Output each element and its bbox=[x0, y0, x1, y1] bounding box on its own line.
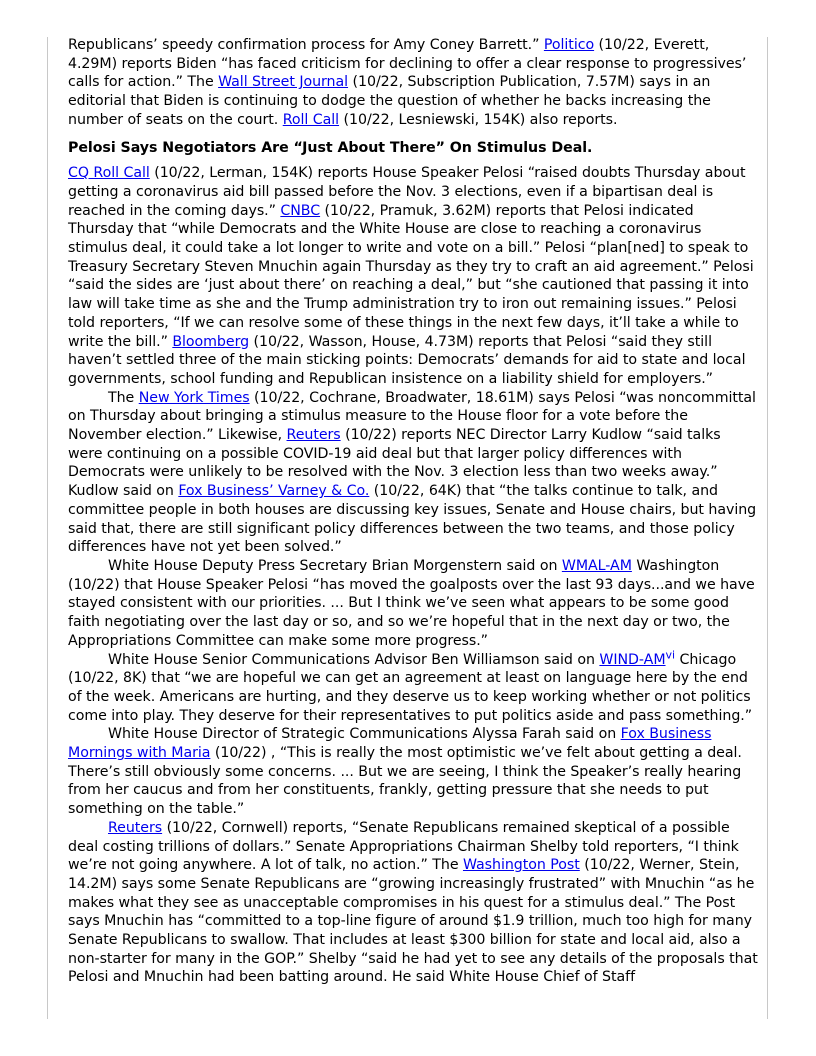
cq-roll-call-link[interactable]: CQ Roll Call bbox=[68, 165, 150, 182]
new-york-times-link[interactable]: New York Times bbox=[138, 389, 250, 406]
paragraph-williamson bbox=[68, 647, 758, 726]
wall-street-journal-link[interactable]: Wall Street Journal bbox=[218, 74, 349, 91]
roll-call-link[interactable]: Roll Call bbox=[282, 111, 340, 128]
text: (10/22, Lerman, 154K) reports House Speaker Pelosi “raised doubts Thursday about getting a coronavirus aid bill passed before the Nov. 3 elections, even if a bipartisan deal is reached in the coming days.” bbox=[68, 165, 746, 219]
text: White House Director of Strategic Communications Alyssa Farah said on bbox=[108, 726, 621, 743]
text: (10/22) reports NEC Director Larry Kudlow “said talks were continuing on a possible COVID-19 aid deal but that larger policy differences with Democrats were unlikely to be resolved with the Nov. 3 election less than two weeks away.” Kudlow said on bbox=[68, 427, 721, 500]
text: (10/22) , “This is really the most optimistic we’ve felt about getting a deal. There’s still obviously some concerns. ... But we are seeing, I think the Speaker’s really hearing from her caucus and from her constituents, frankly, getting pressure that she needs to put something on the table.” bbox=[68, 745, 742, 818]
text: Chicago (10/22, 8K) that “we are hopeful we can get an agreement at least on language here by the end of the week. Americans are hurting, and they deserve us to keep working whether or not politics come into play. They deserve for their representatives to put politics aside and pass something.” bbox=[68, 651, 753, 724]
document-body bbox=[68, 36, 758, 987]
text: (10/22, Cornwell) reports, “Senate Republicans remained skeptical of a possible deal costing trillions of dollars.” Senate Appropriations Chairman Shelby told reporters, “I think we’re not going anywhere. A lot of talk, no action.” The bbox=[68, 819, 739, 874]
text: (10/22, Lesniewski, 154K) also reports. bbox=[339, 111, 618, 128]
bloomberg-link[interactable]: Bloomberg bbox=[172, 333, 250, 350]
text: The bbox=[108, 389, 139, 406]
fox-business-varney-link[interactable]: Fox Business’ Varney & Co. bbox=[178, 483, 370, 500]
text: (10/22, Werner, Stein, 14.2M) says some Senate Republicans are “growing increasingly frustrated” with Mnuchin “as he makes what they see as unacceptable compromises in his quest for a stimulus deal.” The Post says Mnuchin has “committed to a top-line figure of around $1.9 trillion, much too high for many Senate Republicans to swallow. That includes at least $300 billion for state and local aid, also a non-starter for many in the GOP.” Shelby “said he had yet to see any details of the proposals that Pelosi and Mnuchin had been batting around. He said White House Chief of Staff bbox=[68, 857, 758, 986]
text: (10/22, Subscription Publication, 7.57M) says in an editorial that Biden is continuing to dodge the question of whether he backs increasing the number of seats on the court. bbox=[68, 74, 711, 128]
politico-link[interactable]: Politico bbox=[543, 37, 595, 53]
article-heading: Pelosi Says Negotiators Are “Just About There” On Stimulus Deal. bbox=[68, 139, 593, 156]
text: (10/22, Everett, 4.29M) reports Biden “has faced criticism for declining to offer a clear response to progressives’ calls for action.” The bbox=[68, 37, 747, 91]
text: White House Deputy Press Secretary Brian Morgenstern said on bbox=[108, 557, 562, 574]
text: Washington (10/22) that House Speaker Pelosi “has moved the goalposts over the last 93 days...and we have stayed consistent with our priorities. ... But I think we’ve seen what appears to be some good faith negotiating over the last day or so, and so we’re hopeful that in the next day or two, the Appropriations Committee can make some more progress.” bbox=[68, 557, 755, 649]
paragraph-pelosi-doubts bbox=[68, 164, 758, 388]
text: (10/22, Wasson, House, 4.73M) reports that Pelosi “said they still haven’t settled three of the main sticking points: Democrats’ demands for aid to state and local governments, school funding and Republican insistence on a liability shield for employers.” bbox=[68, 333, 746, 387]
reuters-link-2[interactable]: Reuters bbox=[108, 819, 163, 836]
wind-am-link[interactable]: WIND-AM bbox=[599, 651, 666, 668]
wmal-am-link[interactable]: WMAL-AM bbox=[561, 557, 632, 574]
fox-business-mornings-link[interactable]: Fox Business Mornings with Maria bbox=[68, 726, 712, 762]
left-margin-rule bbox=[47, 37, 48, 1019]
text: (10/22, Cochrane, Broadwater, 18.61M) says Pelosi “was noncommittal on Thursday about bringing a stimulus measure to the House floor for a vote before the November election.” Likewise, bbox=[68, 389, 756, 444]
text: (10/22, Pramuk, 3.62M) reports that Pelosi indicated Thursday that “while Democrats and the White House are close to reaching a coronavirus stimulus deal, it could take a lot longer to write and vote on a bill.” Pelosi “plan[ned] to speak to Treasury Secretary Steven Mnuchin again Thursday as they try to craft an aid agreement.” Pelosi “said the sides are ‘just about there’ on reaching a deal,” but “she cautioned that passing it into law will take time as she and the Trump administration try to iron out remaining issues.” Pelosi told reporters, “If we can resolve some of these things in the next few days, it’ll take a while to write the bill.” bbox=[68, 202, 754, 350]
text: (10/22, 64K) that “the talks continue to talk, and committee people in both houses are discussing key issues, Senate and House chairs, but having said that, there are still significant policy differences between the two teams, and those policy differences have not yet been solved.” bbox=[68, 483, 757, 556]
paragraph-senate-republicans bbox=[68, 819, 758, 987]
paragraph-court-expansion bbox=[68, 36, 758, 130]
paragraph-kudlow bbox=[68, 389, 758, 557]
washington-post-link[interactable]: Washington Post bbox=[462, 857, 580, 874]
cnbc-link[interactable]: CNBC bbox=[280, 202, 321, 219]
right-margin-rule bbox=[767, 37, 768, 1019]
footnote-marker[interactable]: vi bbox=[665, 647, 675, 661]
text: White House Senior Communications Advisor Ben Williamson said on bbox=[108, 651, 600, 668]
reuters-link[interactable]: Reuters bbox=[286, 427, 341, 444]
paragraph-farah bbox=[68, 725, 758, 819]
text: Republicans’ speedy confirmation process for Amy Coney Barrett.” bbox=[68, 37, 544, 53]
paragraph-morgenstern bbox=[68, 557, 758, 651]
